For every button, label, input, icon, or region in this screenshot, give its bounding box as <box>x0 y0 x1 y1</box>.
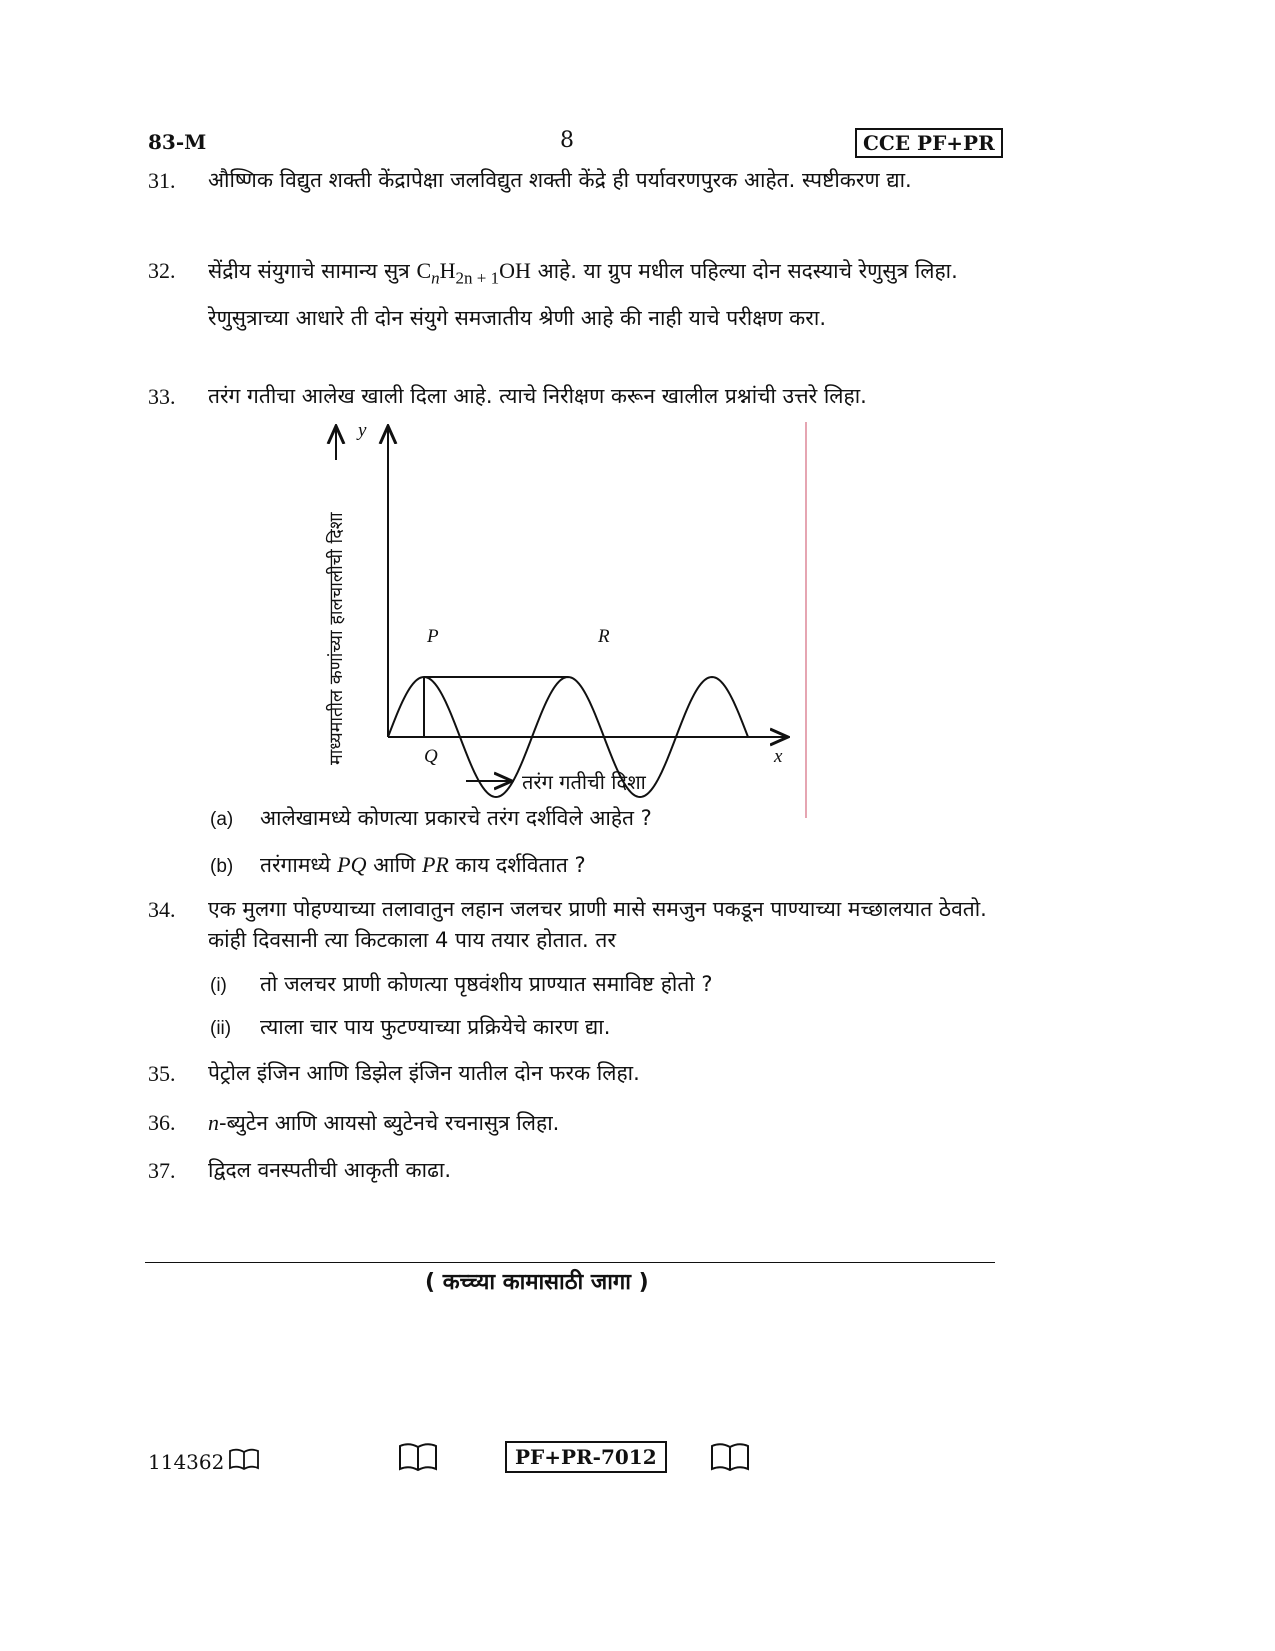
sub-label: (a) <box>210 809 234 830</box>
question-text: n-ब्युटेन आणि आयसो ब्युटेनचे रचनासुत्र लिहा. <box>208 1110 560 1135</box>
question-number: 31. <box>148 168 176 193</box>
sub-label: (ii) <box>210 1018 232 1039</box>
x-axis-label: x <box>774 746 783 767</box>
question-number: 33. <box>148 384 176 409</box>
question-text: पेट्रोल इंजिन आणि डिझेल इंजिन यातील दोन फरक लिहा. <box>208 1061 640 1085</box>
n-prefix: n <box>208 1110 219 1135</box>
pr-symbol: PR <box>421 852 449 877</box>
sub-text: त्याला चार पाय फुटण्याच्या प्रक्रियेचे कारण द्या. <box>260 1015 611 1039</box>
x-axis-caption: तरंग गतीची दिशा <box>522 770 646 794</box>
question-37 <box>148 1150 998 1191</box>
question-35 <box>148 1053 998 1094</box>
question-36 <box>148 1102 998 1144</box>
point-label-p: P <box>427 626 439 647</box>
question-text: एक मुलगा पोहण्याच्या तलावातुन लहान जलचर प्राणी मासे समजुन पकडून पाण्याच्या मच्छालयात ठेवतो. कांही दिवसानी त्या किटकाला 4 पाय तयार होतात. तर <box>208 897 987 952</box>
q33-sub-a <box>210 803 652 835</box>
q34-sub-i <box>210 969 713 1001</box>
footer-code-badge: PF+PR-7012 <box>505 1441 667 1473</box>
question-number: 35. <box>148 1061 176 1086</box>
sub-label: (b) <box>210 856 234 877</box>
question-text: तरंग गतीचा आलेख खाली दिला आहे. त्याचे निरीक्षण करून खालील प्रश्नांची उत्तरे लिहा. <box>208 384 867 408</box>
y-axis-caption: माध्यमातील कणांच्या हालचालीची दिशा <box>326 512 347 765</box>
paper-code: 83-M <box>148 130 207 154</box>
question-number: 34. <box>148 897 176 922</box>
q32-text-before: सेंद्रीय संयुगाचे सामान्य सुत्र <box>208 259 410 283</box>
sub-text: आलेखामध्ये कोणत्या प्रकारचे तरंग दर्शविले आहेत ? <box>260 806 652 830</box>
question-number: 32. <box>148 258 176 283</box>
q32-text-after: आहे. या ग्रुप मधील पहिल्या दोन सदस्याचे रेणुसुत्र लिहा. रेणुसुत्राच्या आधारे ती दोन संयुगे समजातीय श्रेणी आहे की नाही याचे परीक्षण करा. <box>208 259 958 331</box>
divider-line <box>145 1262 995 1263</box>
y-axis-label: y <box>358 420 367 441</box>
question-text <box>208 250 998 339</box>
open-book-icon <box>398 1441 438 1473</box>
general-formula: $C_nH_{2n + 1}OH$ <box>416 258 531 288</box>
page-number: 8 <box>560 128 574 153</box>
q34-sub-ii <box>210 1012 610 1044</box>
question-33 <box>148 376 998 417</box>
series-badge: CCE PF+PR <box>855 128 1003 158</box>
q33-sub-b: (b) तरंगामध्ये PQ आणि PR काय दर्शवितात ? <box>210 850 586 882</box>
wave-graph <box>300 420 820 820</box>
open-book-icon <box>228 1447 260 1471</box>
sub-text: तो जलचर प्राणी कोणत्या पृष्ठवंशीय प्राण्यात समाविष्ट होतो ? <box>260 972 713 996</box>
question-text: औष्णिक विद्युत शक्ती केंद्रापेक्षा जलविद्युत शक्ती केंद्रे ही पर्यावरणपुरक आहेत. स्पष्टीकरण द्या. <box>208 168 912 192</box>
question-number: 37. <box>148 1158 176 1183</box>
footer-number: 114362 <box>148 1450 225 1474</box>
point-label-r: R <box>598 626 610 647</box>
question-text: द्विदल वनस्पतीची आकृती काढा. <box>208 1158 452 1182</box>
question-34 <box>148 894 998 956</box>
question-31 <box>148 160 998 201</box>
point-label-q: Q <box>424 746 438 767</box>
sub-label: (i) <box>210 975 227 996</box>
question-32 <box>148 250 998 339</box>
open-book-icon <box>710 1441 750 1473</box>
rough-work-heading: ( कच्च्या कामासाठी जागा ) <box>425 1270 649 1295</box>
pq-symbol: PQ <box>337 852 367 877</box>
question-number: 36. <box>148 1110 176 1135</box>
